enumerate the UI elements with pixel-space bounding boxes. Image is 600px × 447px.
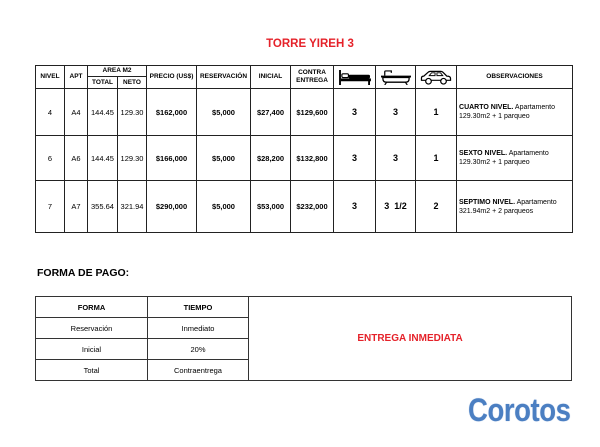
cell-observaciones <box>457 136 573 181</box>
cell-area-total: 355.64 <box>88 181 118 233</box>
cell-area-total: 144.45 <box>88 136 118 181</box>
payment-table <box>35 296 572 381</box>
payment-header-row <box>36 297 572 318</box>
header-apt: APT <box>65 66 88 89</box>
corotos-logo: Corotos <box>468 392 571 428</box>
cell-area-neto: 129.30 <box>118 136 147 181</box>
header-total: TOTAL <box>88 77 118 89</box>
cell-area-neto: 129.30 <box>118 89 147 136</box>
header-parking <box>416 66 457 89</box>
cell-forma: Inicial <box>36 339 148 360</box>
header-bathrooms <box>376 66 416 89</box>
cell-bathrooms: 3 1/2 <box>376 181 416 233</box>
bathtub-icon <box>380 70 412 85</box>
cell-reservacion: $5,000 <box>197 89 251 136</box>
cell-contra-entrega: $129,600 <box>291 89 334 136</box>
cell-inicial: $53,000 <box>251 181 291 233</box>
cell-apt: A7 <box>65 181 88 233</box>
header-nivel: NIVEL <box>36 66 65 89</box>
table-row <box>36 181 573 233</box>
header-area-m2: AREA M2 <box>88 66 147 77</box>
units-table <box>35 65 573 233</box>
cell-parking: 2 <box>416 181 457 233</box>
cell-inicial: $28,200 <box>251 136 291 181</box>
cell-reservacion: $5,000 <box>197 181 251 233</box>
delivery-note: ENTREGA INMEDIATA <box>249 297 572 381</box>
header-neto: NETO <box>118 77 147 89</box>
cell-forma: Reservación <box>36 318 148 339</box>
cell-reservacion: $5,000 <box>197 136 251 181</box>
header-inicial: INICIAL <box>251 66 291 89</box>
header-bedrooms <box>334 66 376 89</box>
table-row <box>36 89 573 136</box>
cell-observaciones <box>457 181 573 233</box>
header-observaciones: OBSERVACIONES <box>457 66 573 89</box>
cell-contra-entrega: $232,000 <box>291 181 334 233</box>
cell-tiempo: 20% <box>148 339 249 360</box>
observation-level: CUARTO NIVEL. <box>459 104 514 111</box>
page-title: TORRE YIREH 3 <box>266 38 354 50</box>
cell-nivel: 4 <box>36 89 65 136</box>
cell-bathrooms: 3 <box>376 89 416 136</box>
cell-contra-entrega: $132,800 <box>291 136 334 181</box>
car-icon <box>420 70 452 85</box>
cell-precio: $166,000 <box>147 136 197 181</box>
cell-parking: 1 <box>416 89 457 136</box>
cell-area-total: 144.45 <box>88 89 118 136</box>
cell-nivel: 7 <box>36 181 65 233</box>
table-row <box>36 136 573 181</box>
header-reservacion: RESERVACIÓN <box>197 66 251 89</box>
observation-text: Apartamento 129.30m2 + 1 parqueo <box>459 104 555 120</box>
header-contra-entrega: CONTRA ENTREGA <box>291 66 334 89</box>
cell-bedrooms: 3 <box>334 136 376 181</box>
cell-inicial: $27,400 <box>251 89 291 136</box>
observation-text: Apartamento 129.30m2 + 1 parqueo <box>459 150 549 166</box>
bed-icon <box>339 70 371 85</box>
header-tiempo: TIEMPO <box>148 297 249 318</box>
cell-apt: A6 <box>65 136 88 181</box>
cell-bathrooms: 3 <box>376 136 416 181</box>
cell-bedrooms: 3 <box>334 181 376 233</box>
header-precio: PRECIO (US$) <box>147 66 197 89</box>
observation-level: SEXTO NIVEL. <box>459 150 508 157</box>
cell-tiempo: Inmediato <box>148 318 249 339</box>
cell-precio: $162,000 <box>147 89 197 136</box>
cell-observaciones <box>457 89 573 136</box>
cell-bedrooms: 3 <box>334 89 376 136</box>
cell-parking: 1 <box>416 136 457 181</box>
cell-apt: A4 <box>65 89 88 136</box>
header-forma: FORMA <box>36 297 148 318</box>
cell-area-neto: 321.94 <box>118 181 147 233</box>
cell-tiempo: Contraentrega <box>148 360 249 381</box>
payment-heading: FORMA DE PAGO: <box>37 267 130 279</box>
table-header-row <box>36 66 573 77</box>
observation-level: SEPTIMO NIVEL. <box>459 198 516 206</box>
cell-precio: $290,000 <box>147 181 197 233</box>
cell-forma: Total <box>36 360 148 381</box>
cell-nivel: 6 <box>36 136 65 181</box>
observation-text: Apartamento 321.94m2 + 2 parqueos <box>459 198 557 215</box>
